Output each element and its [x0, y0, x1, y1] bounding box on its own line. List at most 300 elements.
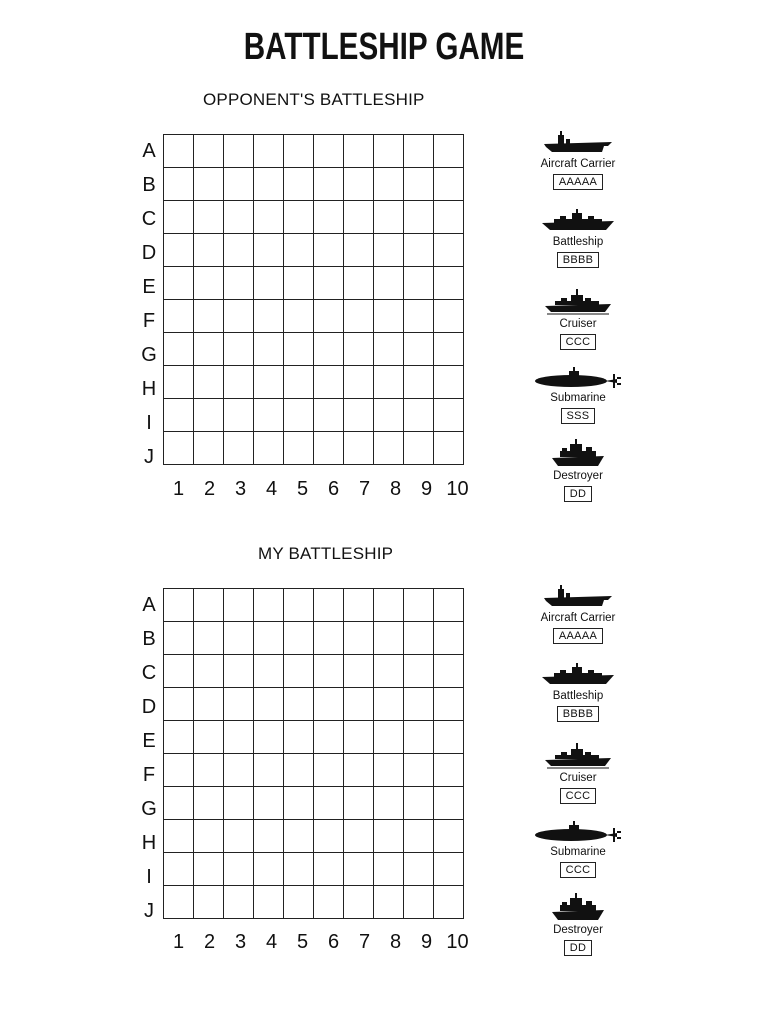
page-title: BATTLESHIP GAME: [243, 26, 525, 68]
grid-cell[interactable]: [224, 688, 254, 721]
grid-cell[interactable]: [254, 366, 284, 399]
grid-cell[interactable]: [164, 234, 194, 267]
grid-cell[interactable]: [374, 399, 404, 432]
grid-cell[interactable]: [284, 622, 314, 655]
grid-cell[interactable]: [374, 787, 404, 820]
grid-cell[interactable]: [314, 622, 344, 655]
grid-cell[interactable]: [434, 853, 464, 886]
grid-cell[interactable]: [224, 432, 254, 465]
grid-cell[interactable]: [344, 622, 374, 655]
grid-cell[interactable]: [224, 721, 254, 754]
row-label: E: [142, 276, 156, 298]
grid-cell[interactable]: [374, 721, 404, 754]
grid-cell[interactable]: [254, 820, 284, 853]
grid-cell[interactable]: [434, 168, 464, 201]
grid-cell[interactable]: [194, 820, 224, 853]
grid-cell[interactable]: [254, 853, 284, 886]
row-label: C: [141, 208, 157, 230]
grid-cell[interactable]: [164, 201, 194, 234]
grid-cell[interactable]: [194, 201, 224, 234]
grid-cell[interactable]: [314, 432, 344, 465]
grid-row: [164, 589, 464, 622]
grid-cell[interactable]: [284, 300, 314, 333]
ship-legend-item: [528, 742, 628, 804]
ship-code: CCC: [560, 788, 597, 804]
ship-legend-item: [528, 584, 628, 644]
grid-cell[interactable]: [314, 399, 344, 432]
grid-cell[interactable]: [254, 333, 284, 366]
ship-legend-item: [528, 366, 628, 424]
grid-cell[interactable]: [344, 820, 374, 853]
ship-name: Submarine: [550, 392, 606, 404]
col-label: 8: [389, 931, 402, 953]
grid-cell[interactable]: [194, 787, 224, 820]
grid-cell[interactable]: [374, 168, 404, 201]
ship-code: SSS: [561, 408, 596, 424]
grid-cell[interactable]: [284, 135, 314, 168]
grid-row: [164, 853, 464, 886]
ship-code: AAAAA: [553, 174, 603, 190]
grid-cell[interactable]: [224, 366, 254, 399]
grid-cell[interactable]: [284, 754, 314, 787]
grid-cell[interactable]: [344, 300, 374, 333]
grid-cell[interactable]: [374, 622, 404, 655]
grid-cell[interactable]: [344, 366, 374, 399]
row-label: D: [141, 242, 157, 264]
grid-cell[interactable]: [434, 721, 464, 754]
row-label: A: [142, 140, 156, 162]
submarine-icon: [528, 366, 628, 390]
grid-cell[interactable]: [434, 886, 464, 919]
grid-cell[interactable]: [404, 688, 434, 721]
grid-cell[interactable]: [374, 820, 404, 853]
grid-cell[interactable]: [284, 820, 314, 853]
cruiser-icon: [528, 288, 628, 316]
grid-cell[interactable]: [284, 688, 314, 721]
grid-cell[interactable]: [314, 366, 344, 399]
grid-cell[interactable]: [434, 820, 464, 853]
grid-cell[interactable]: [254, 168, 284, 201]
grid-cell[interactable]: [344, 721, 374, 754]
grid-cell[interactable]: [314, 787, 344, 820]
aircraft-carrier-icon: [528, 584, 628, 610]
grid-cell[interactable]: [344, 267, 374, 300]
grid-cell[interactable]: [254, 787, 284, 820]
ship-legend-item: [528, 892, 628, 956]
row-label: B: [142, 628, 156, 650]
grid-cell[interactable]: [224, 399, 254, 432]
grid-cell[interactable]: [374, 267, 404, 300]
row-label: F: [142, 310, 156, 332]
battleship-icon: [528, 208, 628, 234]
ship-legend-item: [528, 288, 628, 350]
col-label: 9: [420, 478, 433, 500]
grid-row: [164, 688, 464, 721]
grid-cell[interactable]: [284, 267, 314, 300]
row-label: I: [146, 866, 152, 888]
grid-cell[interactable]: [434, 135, 464, 168]
grid-cell[interactable]: [344, 333, 374, 366]
grid-cell[interactable]: [254, 688, 284, 721]
grid-cell[interactable]: [404, 754, 434, 787]
grid-cell[interactable]: [254, 622, 284, 655]
grid-cell[interactable]: [344, 655, 374, 688]
row-label: J: [144, 900, 154, 922]
grid-cell[interactable]: [314, 168, 344, 201]
grid-cell[interactable]: [194, 333, 224, 366]
ship-code: AAAAA: [553, 628, 603, 644]
grid-cell[interactable]: [284, 333, 314, 366]
col-label: 2: [203, 931, 216, 953]
grid-cell[interactable]: [434, 366, 464, 399]
grid-cell[interactable]: [284, 721, 314, 754]
grid-cell[interactable]: [374, 201, 404, 234]
grid-cell[interactable]: [434, 754, 464, 787]
grid-cell[interactable]: [224, 820, 254, 853]
grid-cell[interactable]: [164, 135, 194, 168]
ship-code: CCC: [560, 862, 597, 878]
grid-cell[interactable]: [434, 589, 464, 622]
board-title-opponent: OPPONENT'S BATTLESHIP: [203, 90, 425, 109]
destroyer-icon: [528, 892, 628, 922]
grid-row: [164, 168, 464, 201]
grid-cell[interactable]: [434, 333, 464, 366]
grid-cell[interactable]: [344, 754, 374, 787]
grid-cell[interactable]: [194, 432, 224, 465]
grid-cell[interactable]: [404, 399, 434, 432]
grid-cell[interactable]: [254, 234, 284, 267]
grid-cell[interactable]: [434, 300, 464, 333]
grid-cell[interactable]: [164, 300, 194, 333]
grid-cell[interactable]: [194, 300, 224, 333]
col-label: 9: [420, 931, 433, 953]
grid-cell[interactable]: [164, 366, 194, 399]
grid-cell[interactable]: [374, 300, 404, 333]
grid-cell[interactable]: [224, 589, 254, 622]
grid-cell[interactable]: [194, 622, 224, 655]
grid-row: [164, 333, 464, 366]
grid-cell[interactable]: [284, 853, 314, 886]
grid-cell[interactable]: [194, 721, 224, 754]
grid-cell[interactable]: [254, 267, 284, 300]
grid-cell[interactable]: [284, 399, 314, 432]
row-label: G: [141, 344, 157, 366]
grid-cell[interactable]: [224, 886, 254, 919]
grid-cell[interactable]: [254, 135, 284, 168]
grid-row: [164, 432, 464, 465]
ship-code: BBBB: [557, 706, 600, 722]
grid-row: [164, 300, 464, 333]
grid-row: [164, 201, 464, 234]
grid-cell[interactable]: [434, 234, 464, 267]
col-label: 7: [358, 478, 371, 500]
grid-cell[interactable]: [194, 366, 224, 399]
grid-cell[interactable]: [344, 399, 374, 432]
grid-cell[interactable]: [404, 366, 434, 399]
grid-cell[interactable]: [374, 853, 404, 886]
grid-cell[interactable]: [164, 688, 194, 721]
row-label: A: [142, 594, 156, 616]
grid-cell[interactable]: [344, 168, 374, 201]
grid-cell[interactable]: [164, 886, 194, 919]
grid-cell[interactable]: [254, 886, 284, 919]
grid-cell[interactable]: [404, 333, 434, 366]
grid-cell[interactable]: [404, 721, 434, 754]
grid-cell[interactable]: [164, 820, 194, 853]
grid-cell[interactable]: [374, 688, 404, 721]
grid-cell[interactable]: [284, 787, 314, 820]
grid-cell[interactable]: [164, 853, 194, 886]
grid-cell[interactable]: [224, 201, 254, 234]
grid-cell[interactable]: [374, 886, 404, 919]
grid-cell[interactable]: [404, 622, 434, 655]
grid-cell[interactable]: [344, 688, 374, 721]
grid-cell[interactable]: [434, 432, 464, 465]
grid-cell[interactable]: [434, 399, 464, 432]
col-label: 7: [358, 931, 371, 953]
col-label: 3: [234, 478, 247, 500]
grid-cell[interactable]: [284, 655, 314, 688]
col-label: 10: [446, 478, 469, 500]
col-label: 8: [389, 478, 402, 500]
grid-cell[interactable]: [314, 234, 344, 267]
my-grid: [163, 588, 464, 919]
grid-cell[interactable]: [164, 787, 194, 820]
grid-row: [164, 234, 464, 267]
grid-cell[interactable]: [164, 622, 194, 655]
row-label: D: [141, 696, 157, 718]
grid-cell[interactable]: [224, 168, 254, 201]
ship-legend-item: [528, 438, 628, 502]
col-label: 4: [265, 478, 278, 500]
grid-cell[interactable]: [404, 432, 434, 465]
grid-cell[interactable]: [434, 267, 464, 300]
grid-cell[interactable]: [404, 853, 434, 886]
grid-row: [164, 399, 464, 432]
grid-cell[interactable]: [194, 589, 224, 622]
grid-cell[interactable]: [224, 234, 254, 267]
grid-cell[interactable]: [314, 201, 344, 234]
grid-cell[interactable]: [434, 655, 464, 688]
ship-code: CCC: [560, 334, 597, 350]
grid-cell[interactable]: [164, 267, 194, 300]
battleship-icon: [528, 662, 628, 688]
grid-cell[interactable]: [314, 300, 344, 333]
destroyer-icon: [528, 438, 628, 468]
grid-cell[interactable]: [194, 234, 224, 267]
col-label: 10: [446, 931, 469, 953]
grid-cell[interactable]: [344, 234, 374, 267]
grid-cell[interactable]: [314, 267, 344, 300]
row-label: J: [144, 446, 154, 468]
grid-cell[interactable]: [194, 168, 224, 201]
grid-cell[interactable]: [164, 589, 194, 622]
ship-name: Aircraft Carrier: [540, 158, 616, 170]
grid-row: [164, 267, 464, 300]
grid-cell[interactable]: [404, 135, 434, 168]
grid-cell[interactable]: [164, 333, 194, 366]
ship-legend-item: [528, 662, 628, 722]
grid-cell[interactable]: [164, 432, 194, 465]
grid-cell[interactable]: [374, 589, 404, 622]
row-label: C: [141, 662, 157, 684]
ship-name: Battleship: [552, 236, 604, 248]
grid-cell[interactable]: [254, 399, 284, 432]
grid-cell[interactable]: [194, 399, 224, 432]
grid-cell[interactable]: [314, 135, 344, 168]
grid-cell[interactable]: [374, 432, 404, 465]
grid-cell[interactable]: [404, 820, 434, 853]
grid-cell[interactable]: [194, 886, 224, 919]
col-label: 6: [327, 931, 340, 953]
row-label: F: [142, 764, 156, 786]
grid-cell[interactable]: [404, 300, 434, 333]
grid-cell[interactable]: [254, 300, 284, 333]
grid-cell[interactable]: [194, 267, 224, 300]
grid-cell[interactable]: [374, 135, 404, 168]
ship-name: Submarine: [550, 846, 606, 858]
grid-cell[interactable]: [224, 267, 254, 300]
grid-cell[interactable]: [314, 721, 344, 754]
grid-cell[interactable]: [344, 432, 374, 465]
aircraft-carrier-icon: [528, 130, 628, 156]
grid-cell[interactable]: [404, 589, 434, 622]
grid-cell[interactable]: [164, 754, 194, 787]
grid-cell[interactable]: [194, 853, 224, 886]
grid-cell[interactable]: [344, 135, 374, 168]
grid-cell[interactable]: [224, 655, 254, 688]
ship-code: BBBB: [557, 252, 600, 268]
grid-cell[interactable]: [164, 399, 194, 432]
row-label: H: [141, 832, 157, 854]
grid-cell[interactable]: [374, 333, 404, 366]
grid-row: [164, 754, 464, 787]
grid-cell[interactable]: [224, 622, 254, 655]
col-label: 4: [265, 931, 278, 953]
grid-cell[interactable]: [314, 853, 344, 886]
grid-cell[interactable]: [404, 267, 434, 300]
row-label: I: [146, 412, 152, 434]
grid-cell[interactable]: [284, 589, 314, 622]
grid-cell[interactable]: [434, 622, 464, 655]
grid-cell[interactable]: [404, 787, 434, 820]
ship-legend-item: [528, 208, 628, 268]
grid-cell[interactable]: [164, 655, 194, 688]
grid-row: [164, 655, 464, 688]
board-title-mine: MY BATTLESHIP: [258, 544, 394, 563]
grid-cell[interactable]: [194, 754, 224, 787]
grid-cell[interactable]: [224, 787, 254, 820]
grid-row: [164, 787, 464, 820]
grid-row: [164, 135, 464, 168]
col-label: 5: [296, 478, 309, 500]
grid-cell[interactable]: [314, 688, 344, 721]
col-label: 5: [296, 931, 309, 953]
grid-cell[interactable]: [224, 754, 254, 787]
grid-cell[interactable]: [344, 853, 374, 886]
ship-name: Battleship: [552, 690, 604, 702]
grid-cell[interactable]: [374, 234, 404, 267]
grid-cell[interactable]: [224, 853, 254, 886]
row-label: G: [141, 798, 157, 820]
grid-cell[interactable]: [404, 886, 434, 919]
grid-cell[interactable]: [194, 135, 224, 168]
grid-cell[interactable]: [314, 655, 344, 688]
row-label: B: [142, 174, 156, 196]
grid-cell[interactable]: [374, 754, 404, 787]
col-label: 6: [327, 478, 340, 500]
grid-cell[interactable]: [254, 432, 284, 465]
grid-cell[interactable]: [164, 168, 194, 201]
grid-cell[interactable]: [434, 787, 464, 820]
grid-cell[interactable]: [404, 655, 434, 688]
grid-cell[interactable]: [194, 688, 224, 721]
ship-code: DD: [564, 486, 593, 502]
grid-cell[interactable]: [344, 201, 374, 234]
grid-cell[interactable]: [374, 655, 404, 688]
grid-cell[interactable]: [284, 234, 314, 267]
grid-cell[interactable]: [404, 201, 434, 234]
ship-code: DD: [564, 940, 593, 956]
grid-cell[interactable]: [344, 787, 374, 820]
ship-name: Destroyer: [553, 470, 603, 482]
grid-cell[interactable]: [434, 688, 464, 721]
grid-cell[interactable]: [164, 721, 194, 754]
grid-cell[interactable]: [284, 366, 314, 399]
grid-cell[interactable]: [404, 168, 434, 201]
col-label: 3: [234, 931, 247, 953]
grid-cell[interactable]: [254, 589, 284, 622]
grid-row: [164, 820, 464, 853]
grid-cell[interactable]: [284, 432, 314, 465]
grid-cell[interactable]: [224, 300, 254, 333]
grid-cell[interactable]: [314, 754, 344, 787]
grid-row: [164, 886, 464, 919]
grid-cell[interactable]: [254, 655, 284, 688]
grid-cell[interactable]: [344, 886, 374, 919]
grid-cell[interactable]: [254, 201, 284, 234]
grid-cell[interactable]: [374, 366, 404, 399]
ship-legend-item: [528, 130, 628, 190]
grid-row: [164, 366, 464, 399]
grid-cell[interactable]: [224, 135, 254, 168]
grid-cell[interactable]: [254, 754, 284, 787]
grid-cell[interactable]: [314, 333, 344, 366]
col-label: 2: [203, 478, 216, 500]
grid-cell[interactable]: [284, 168, 314, 201]
grid-cell[interactable]: [434, 201, 464, 234]
grid-cell[interactable]: [284, 886, 314, 919]
opponent-grid: [163, 134, 464, 465]
cruiser-icon: [528, 742, 628, 770]
grid-cell[interactable]: [314, 886, 344, 919]
row-label: H: [141, 378, 157, 400]
col-label: 1: [172, 931, 185, 953]
submarine-icon: [528, 820, 628, 844]
grid-row: [164, 622, 464, 655]
ship-name: Aircraft Carrier: [540, 612, 616, 624]
grid-cell[interactable]: [194, 655, 224, 688]
grid-cell[interactable]: [224, 333, 254, 366]
grid-cell[interactable]: [314, 820, 344, 853]
grid-cell[interactable]: [254, 721, 284, 754]
ship-legend-item: [528, 820, 628, 878]
grid-cell[interactable]: [284, 201, 314, 234]
grid-cell[interactable]: [314, 589, 344, 622]
row-label: E: [142, 730, 156, 752]
grid-cell[interactable]: [404, 234, 434, 267]
grid-cell[interactable]: [344, 589, 374, 622]
